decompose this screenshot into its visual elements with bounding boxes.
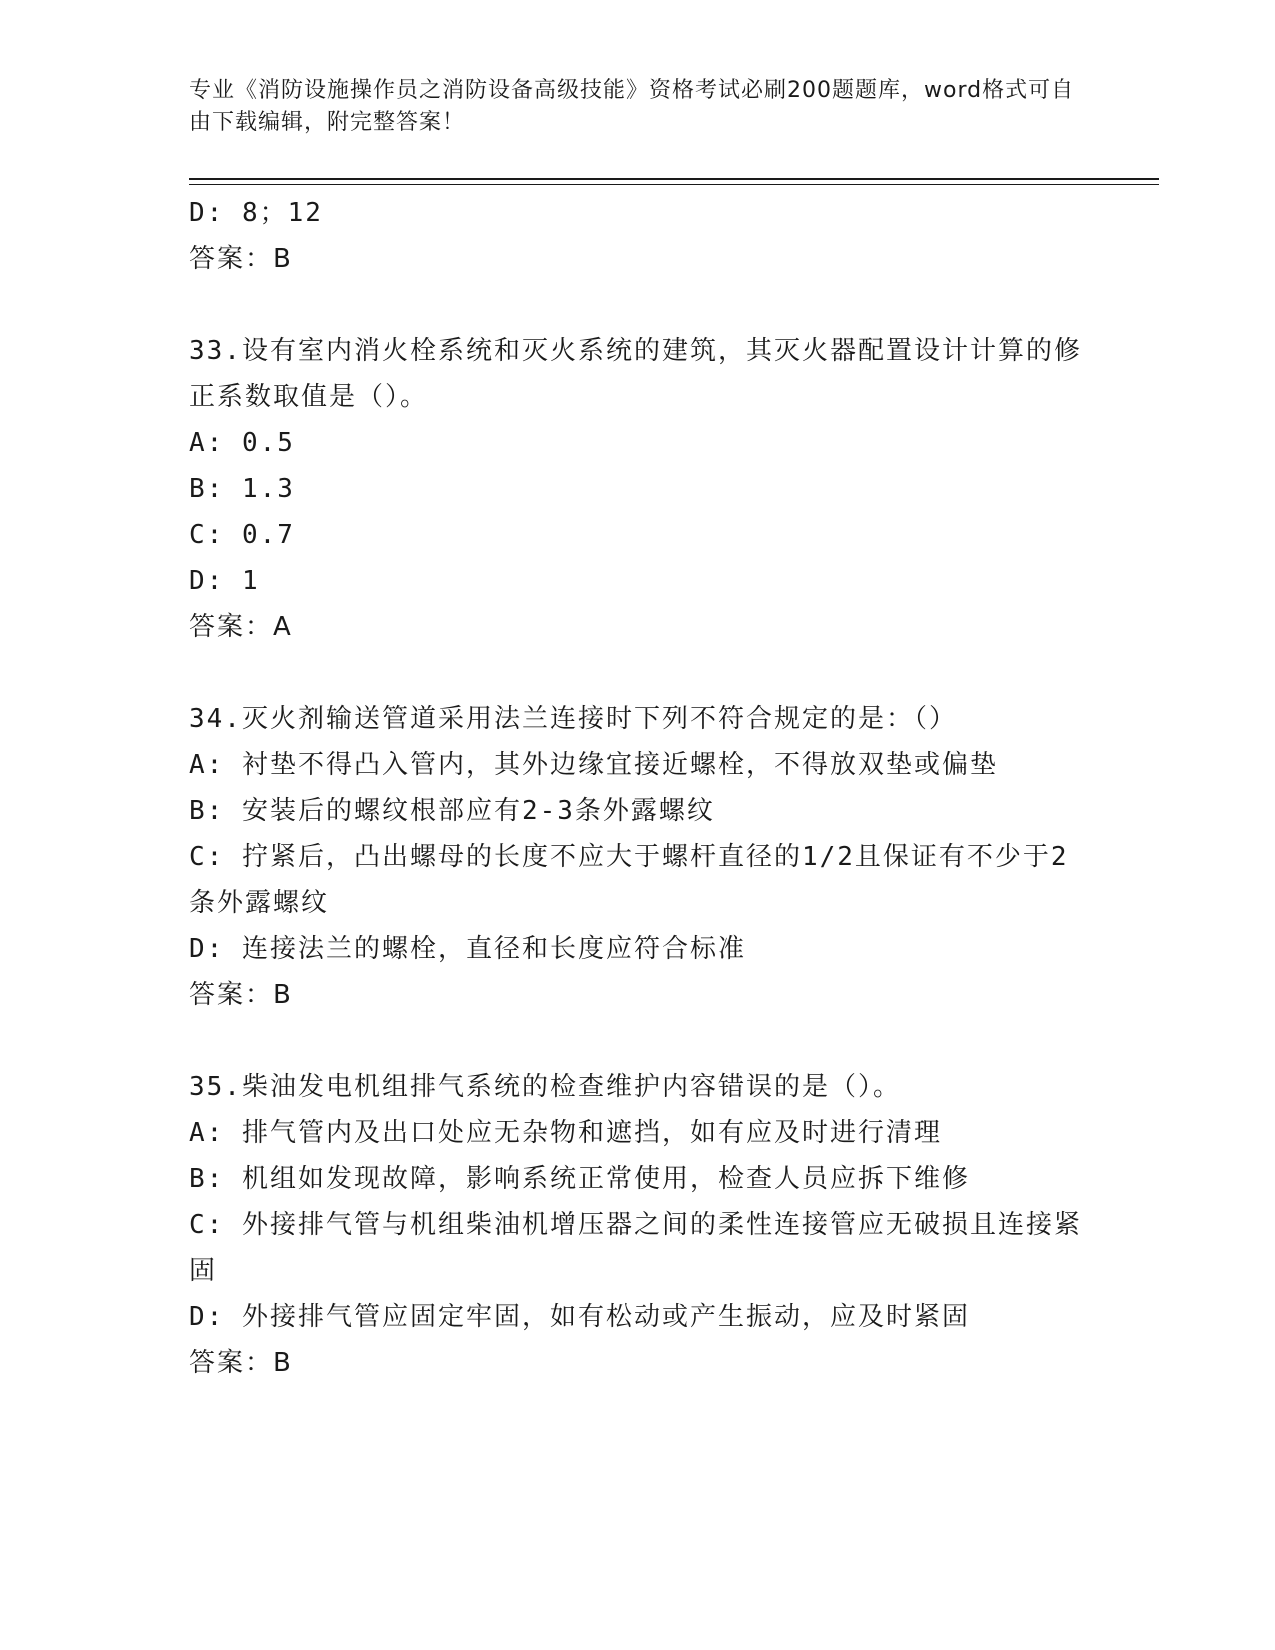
question-35	[189, 1064, 1089, 1386]
answer-line: 答案：B	[189, 244, 293, 274]
option-c: C: 0.7	[189, 520, 295, 550]
header-rule-thin	[189, 184, 1159, 185]
answer-line: 答案：A	[189, 612, 293, 642]
question-33	[189, 328, 1089, 650]
question-stem: 33.设有室内消火栓系统和灭火系统的建筑，其灭火器配置设计计算的修正系数取值是（）。	[189, 336, 1082, 412]
option-d: D: 8；12	[189, 198, 323, 228]
option-a: A: 0.5	[189, 428, 295, 458]
option-c: C: 拧紧后，凸出螺母的长度不应大于螺杆直径的1/2且保证有不少于2条外露螺纹	[189, 842, 1069, 918]
option-a: A: 排气管内及出口处应无杂物和遮挡，如有应及时进行清理	[189, 1118, 942, 1148]
option-d: D: 连接法兰的螺栓，直径和长度应符合标准	[189, 934, 746, 964]
option-a: A: 衬垫不得凸入管内，其外边缘宜接近螺栓，不得放双垫或偏垫	[189, 750, 998, 780]
option-b: B: 机组如发现故障，影响系统正常使用，检查人员应拆下维修	[189, 1164, 970, 1194]
question-stem: 35.柴油发电机组排气系统的检查维护内容错误的是（）。	[189, 1072, 901, 1102]
question-content	[189, 190, 1089, 1432]
header-rule-thick	[189, 178, 1159, 180]
option-d: D: 1	[189, 566, 260, 596]
option-d: D: 外接排气管应固定牢固，如有松动或产生振动，应及时紧固	[189, 1302, 970, 1332]
document-header: 专业《消防设施操作员之消防设备高级技能》资格考试必刷200题题库，word格式可自由下载编辑，附完整答案！	[189, 78, 1075, 135]
question-stem: 34.灭火剂输送管道采用法兰连接时下列不符合规定的是：（）	[189, 704, 957, 734]
answer-line: 答案：B	[189, 980, 293, 1010]
answer-line: 答案：B	[189, 1348, 293, 1378]
option-b: B: 安装后的螺纹根部应有2-3条外露螺纹	[189, 796, 715, 826]
option-b: B: 1.3	[189, 474, 295, 504]
option-c: C: 外接排气管与机组柴油机增压器之间的柔性连接管应无破损且连接紧固	[189, 1210, 1082, 1286]
question-34	[189, 696, 1089, 1018]
